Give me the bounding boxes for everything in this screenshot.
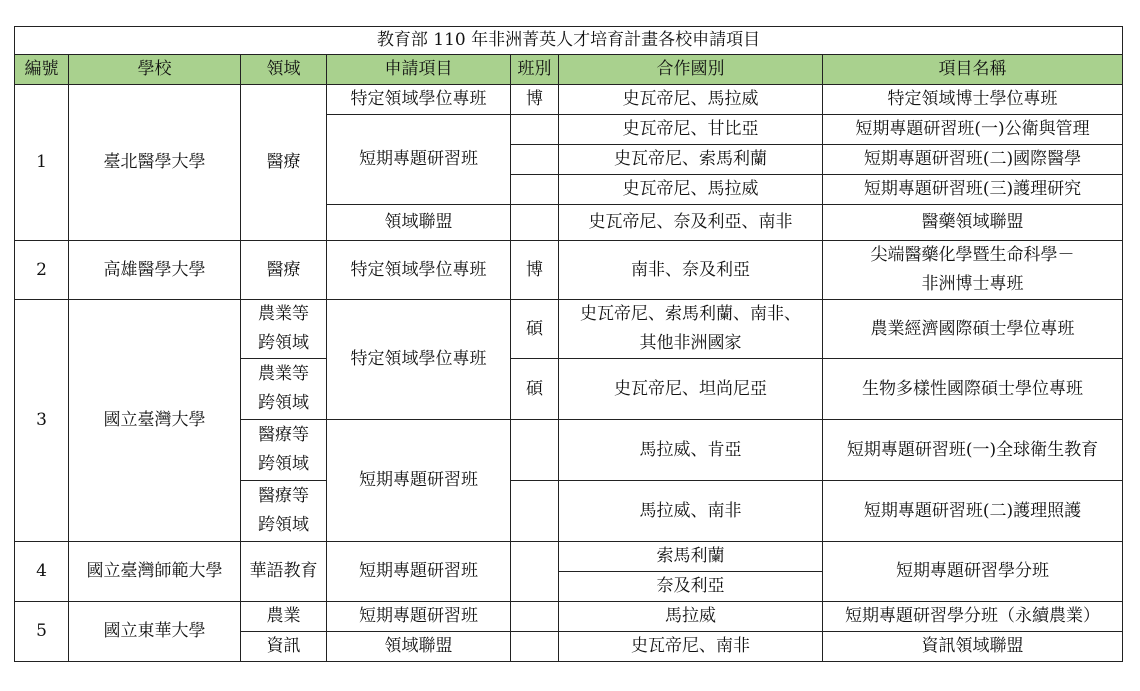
countries-cell: 史瓦帝尼、甘比亞 xyxy=(559,115,823,145)
school-name: 國立臺灣大學 xyxy=(69,300,241,542)
item-cell: 短期專題研習班 xyxy=(327,602,511,632)
field-cell xyxy=(241,420,327,481)
item-cell: 領域聯盟 xyxy=(327,205,511,241)
table-row xyxy=(15,602,1123,632)
school-name: 國立臺灣師範大學 xyxy=(69,542,241,602)
field-line: 跨領域 xyxy=(258,515,309,535)
field-line: 醫療等 xyxy=(258,486,309,506)
item-cell: 特定領域學位專班 xyxy=(327,300,511,420)
header-item: 申請項目 xyxy=(327,55,511,85)
item-cell: 短期專題研習班 xyxy=(327,420,511,542)
title-row xyxy=(15,27,1123,55)
header-row xyxy=(15,55,1123,85)
table-title: 教育部 110 年非洲菁英人才培育計畫各校申請項目 xyxy=(15,27,1123,55)
header-school: 學校 xyxy=(69,55,241,85)
class-cell: 碩 xyxy=(511,359,559,420)
field-line: 跨領域 xyxy=(258,333,309,353)
item-cell: 特定領域學位專班 xyxy=(327,85,511,115)
school-name: 臺北醫學大學 xyxy=(69,85,241,241)
countries-cell: 史瓦帝尼、馬拉威 xyxy=(559,175,823,205)
header-class: 班別 xyxy=(511,55,559,85)
countries-cell: 馬拉威、肯亞 xyxy=(559,420,823,481)
item-cell: 短期專題研習班 xyxy=(327,115,511,205)
field-cell: 醫療 xyxy=(241,85,327,241)
field-cell: 華語教育 xyxy=(241,542,327,602)
project-cell: 短期專題研習班(一)全球衛生教育 xyxy=(823,420,1123,481)
class-cell: 博 xyxy=(511,85,559,115)
field-cell: 資訊 xyxy=(241,632,327,662)
header-countries: 合作國別 xyxy=(559,55,823,85)
class-cell xyxy=(511,602,559,632)
class-cell: 碩 xyxy=(511,300,559,359)
table-row xyxy=(15,241,1123,300)
class-cell xyxy=(511,542,559,602)
countries-cell: 馬拉威、南非 xyxy=(559,481,823,542)
project-cell: 醫藥領域聯盟 xyxy=(823,205,1123,241)
project-cell: 農業經濟國際碩士學位專班 xyxy=(823,300,1123,359)
field-cell xyxy=(241,481,327,542)
project-cell: 短期專題研習學分班（永續農業） xyxy=(823,602,1123,632)
class-cell xyxy=(511,145,559,175)
application-table xyxy=(14,26,1123,662)
class-cell xyxy=(511,420,559,481)
countries-cell: 南非、奈及利亞 xyxy=(559,241,823,300)
field-line: 跨領域 xyxy=(258,393,309,413)
school-name: 高雄醫學大學 xyxy=(69,241,241,300)
project-cell: 特定領域博士學位專班 xyxy=(823,85,1123,115)
project-line: 非洲博士專班 xyxy=(921,274,1024,294)
countries-cell: 奈及利亞 xyxy=(559,572,823,602)
project-cell: 短期專題研習班(二)國際醫學 xyxy=(823,145,1123,175)
field-line: 農業等 xyxy=(258,364,309,384)
table-row xyxy=(15,542,1123,572)
field-cell xyxy=(241,300,327,359)
countries-cell xyxy=(559,300,823,359)
class-cell xyxy=(511,481,559,542)
field-line: 跨領域 xyxy=(258,454,309,474)
project-line: 尖端醫藥化學暨生命科學－ xyxy=(870,245,1075,265)
countries-cell: 史瓦帝尼、南非 xyxy=(559,632,823,662)
field-cell: 醫療 xyxy=(241,241,327,300)
project-cell: 生物多樣性國際碩士學位專班 xyxy=(823,359,1123,420)
project-cell xyxy=(823,241,1123,300)
class-cell xyxy=(511,175,559,205)
countries-cell: 史瓦帝尼、奈及利亞、南非 xyxy=(559,205,823,241)
row-number: 1 xyxy=(15,85,69,241)
header-no: 編號 xyxy=(15,55,69,85)
countries-cell: 索馬利蘭 xyxy=(559,542,823,572)
class-cell xyxy=(511,205,559,241)
row-number: 5 xyxy=(15,602,69,662)
countries-cell: 馬拉威 xyxy=(559,602,823,632)
project-cell: 短期專題研習班(三)護理研究 xyxy=(823,175,1123,205)
project-cell: 資訊領域聯盟 xyxy=(823,632,1123,662)
project-cell: 短期專題研習班(一)公衛與管理 xyxy=(823,115,1123,145)
project-cell: 短期專題研習班(二)護理照護 xyxy=(823,481,1123,542)
countries-line: 史瓦帝尼、索馬利蘭、南非、 xyxy=(580,304,801,324)
row-number: 4 xyxy=(15,542,69,602)
header-project: 項目名稱 xyxy=(823,55,1123,85)
school-name: 國立東華大學 xyxy=(69,602,241,662)
class-cell xyxy=(511,115,559,145)
countries-cell: 史瓦帝尼、索馬利蘭 xyxy=(559,145,823,175)
table-row xyxy=(15,85,1123,115)
application-table-container xyxy=(14,26,1123,662)
header-field: 領域 xyxy=(241,55,327,85)
item-cell: 短期專題研習班 xyxy=(327,542,511,602)
countries-line: 其他非洲國家 xyxy=(639,333,742,353)
field-line: 醫療等 xyxy=(258,425,309,445)
field-line: 農業等 xyxy=(258,304,309,324)
row-number: 3 xyxy=(15,300,69,542)
item-cell: 特定領域學位專班 xyxy=(327,241,511,300)
countries-cell: 史瓦帝尼、馬拉威 xyxy=(559,85,823,115)
row-number: 2 xyxy=(15,241,69,300)
class-cell xyxy=(511,632,559,662)
table-row xyxy=(15,300,1123,359)
countries-cell: 史瓦帝尼、坦尚尼亞 xyxy=(559,359,823,420)
field-cell xyxy=(241,359,327,420)
field-cell: 農業 xyxy=(241,602,327,632)
class-cell: 博 xyxy=(511,241,559,300)
item-cell: 領域聯盟 xyxy=(327,632,511,662)
project-cell: 短期專題研習學分班 xyxy=(823,542,1123,602)
